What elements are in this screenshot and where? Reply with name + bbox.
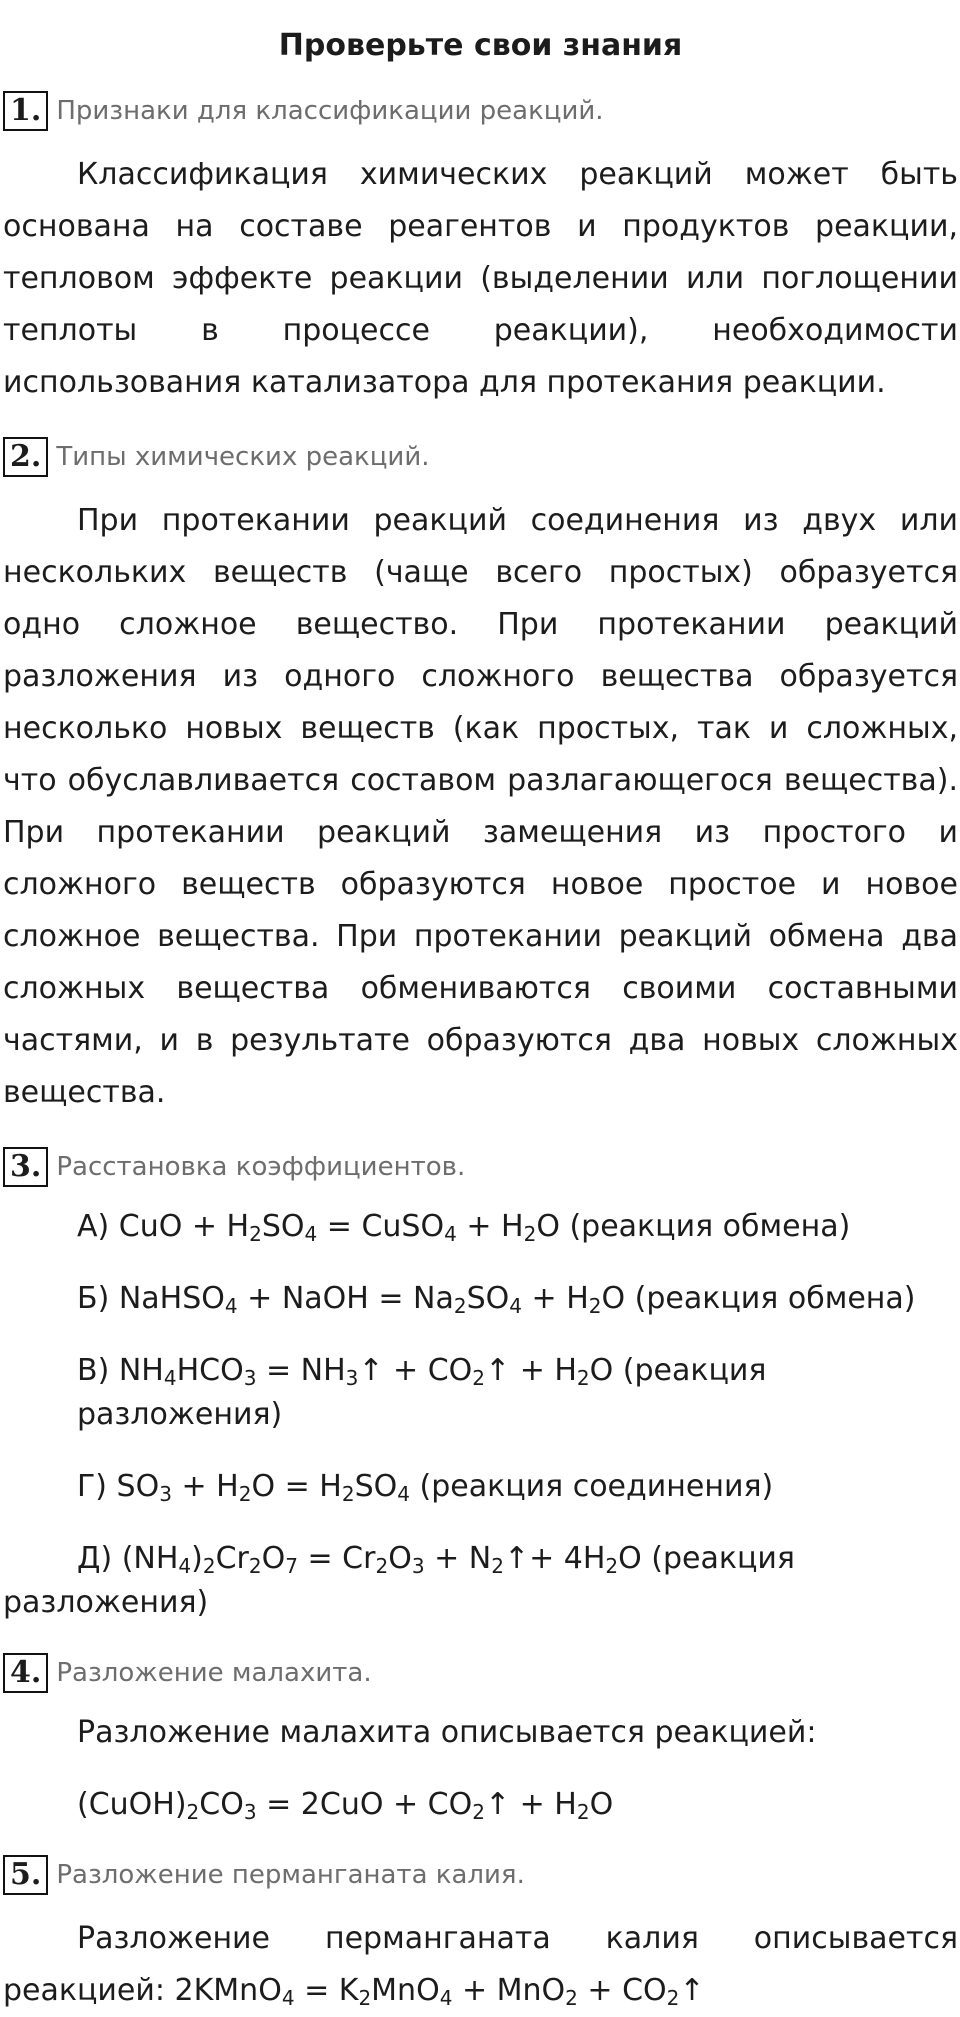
equation-part: ↑+ 4H <box>503 1541 606 1576</box>
equation-part: SO <box>466 1281 510 1316</box>
subscript: 3 <box>159 1482 172 1506</box>
equation-part: O <box>388 1541 412 1576</box>
subscript: 2 <box>666 1986 680 2010</box>
equation-part: ↑ + CO <box>358 1353 473 1388</box>
subscript: 7 <box>285 1554 298 1578</box>
question-number: 4. <box>3 1653 48 1693</box>
equation-part: NH <box>118 1353 164 1388</box>
question-2-header <box>3 437 960 477</box>
subscript: 4 <box>439 1986 453 2010</box>
question-number: 5. <box>3 1855 48 1895</box>
subscript: 2 <box>453 1294 467 1318</box>
equation-part: O (реакция обмена) <box>536 1209 851 1244</box>
equation-part: HCO <box>176 1353 244 1388</box>
equation-part: = 2CuO + CO <box>256 1787 473 1822</box>
answer-text: Классификация химических реакций может быть основана на составе реагентов и продуктов реакции, тепловом эффекте реакции (выделении или поглощении теплоты в процессе реакции), необходимости использования катализатора для протекания реакции. <box>3 157 958 400</box>
equation-line <box>77 1349 960 1437</box>
question-title: Расстановка коэффициентов. <box>56 1152 466 1182</box>
equation-part: NaHSO <box>118 1281 225 1316</box>
question-number: 1. <box>3 91 48 131</box>
equation-part: + H <box>456 1209 524 1244</box>
page-title: Проверьте свои знания <box>278 28 683 63</box>
equation-part: + N <box>424 1541 492 1576</box>
subscript: 3 <box>243 1800 257 1824</box>
equation <box>175 1973 705 2008</box>
equation-part: + H <box>521 1281 589 1316</box>
subscript: 4 <box>304 1222 318 1246</box>
subscript: 4 <box>444 1222 457 1246</box>
equation <box>119 1209 851 1244</box>
equation-part: ↑ + H <box>485 1353 577 1388</box>
equation-part: = K <box>294 1973 359 2008</box>
question-title: Разложение перманганата калия. <box>56 1860 525 1890</box>
equation-part: = CuSO <box>317 1209 445 1244</box>
equation-part: 2KMnO <box>174 1973 282 2008</box>
equation-line <box>77 1783 960 1827</box>
equation-part: ↑ + H <box>484 1787 577 1822</box>
answer-text: При протекании реакций соединения из двух или нескольких веществ (чаще всего простых) образуется одно сложное вещество. При протекании реакций разложения из одного сложного вещества образуется несколько новых веществ (как простых, так и сложных, что обуславливается составом разлагающегося вещества). При протекании реакций замещения из простого и сложного веществ образуются новое простое и новое сложное вещества. При протекании реакций обмена два сложных вещества обмениваются своими составными частями, и в результате образуются два новых сложных вещества. <box>3 503 958 1110</box>
equation <box>117 1469 774 1504</box>
equation-part: CO <box>199 1787 244 1822</box>
subscript: 4 <box>224 1294 238 1318</box>
equation-part: (NH <box>121 1541 179 1576</box>
subscript: 2 <box>249 1222 262 1246</box>
equation-part: MnO <box>371 1973 440 2008</box>
subscript: 2 <box>472 1800 485 1824</box>
equation-label: Б) <box>77 1281 119 1316</box>
equation-part: (реакция соединения) <box>409 1469 774 1504</box>
question-4-header <box>3 1653 960 1693</box>
equation-part: SO <box>261 1209 305 1244</box>
subscript: 2 <box>565 1986 578 2010</box>
equation-part: = NH <box>256 1353 346 1388</box>
equation-part: Cr <box>215 1541 249 1576</box>
subscript: 2 <box>238 1482 252 1506</box>
answer-text: Разложение малахита описывается реакцией: <box>77 1715 817 1750</box>
question-1-header <box>3 91 960 131</box>
equation-part: CuO + H <box>118 1209 250 1244</box>
subscript: 2 <box>588 1294 602 1318</box>
subscript: 4 <box>281 1986 295 2010</box>
subscript: 2 <box>248 1554 262 1578</box>
subscript: 2 <box>491 1554 504 1578</box>
equation-part: ) <box>191 1541 203 1576</box>
equation-part: O = H <box>251 1469 342 1504</box>
equation-part: = Cr <box>297 1541 376 1576</box>
equation-part: O <box>589 1787 614 1822</box>
answer-text-lead: Разложение перманганата калия описывается реакцией: <box>3 1921 958 2008</box>
subscript: 3 <box>411 1554 425 1578</box>
equation-label: А) <box>77 1209 119 1244</box>
equation-label: Д) <box>77 1541 122 1576</box>
equation-part: + NaOH = Na <box>237 1281 454 1316</box>
subscript: 3 <box>345 1366 359 1390</box>
equation <box>3 1541 795 1620</box>
subscript: 4 <box>509 1294 522 1318</box>
subscript: 2 <box>605 1554 619 1578</box>
subscript: 4 <box>163 1366 177 1390</box>
question-number: 3. <box>3 1147 48 1187</box>
answer-text <box>3 1913 958 2017</box>
equation-line <box>77 1465 960 1509</box>
subscript: 2 <box>576 1800 590 1824</box>
subscript: 2 <box>523 1222 537 1246</box>
subscript: 4 <box>178 1554 192 1578</box>
question-title: Разложение малахита. <box>56 1658 372 1688</box>
question-number: 2. <box>3 437 48 477</box>
equation <box>119 1281 916 1316</box>
subscript: 2 <box>576 1366 590 1390</box>
equation-part: O <box>261 1541 286 1576</box>
equation-part: SO <box>116 1469 160 1504</box>
subscript: 2 <box>358 1986 372 2010</box>
equation-part: SO <box>354 1469 398 1504</box>
equation-line <box>3 1537 958 1625</box>
equation-label: В) <box>77 1353 119 1388</box>
subscript: 4 <box>397 1482 410 1506</box>
equation-line <box>77 1205 960 1249</box>
equation-part: + H <box>171 1469 239 1504</box>
equation-part: O (реакция разложения) <box>3 1541 795 1620</box>
equation-part: O (реакция обмена) <box>601 1281 916 1316</box>
question-3-header <box>3 1147 960 1187</box>
subscript: 2 <box>341 1482 355 1506</box>
equation-part: (CuOH) <box>77 1787 187 1822</box>
question-title: Типы химических реакций. <box>56 442 430 472</box>
equation-part: ↑ <box>679 1973 705 2008</box>
subscript: 2 <box>202 1554 216 1578</box>
equation <box>77 1353 766 1432</box>
subscript: 2 <box>375 1554 389 1578</box>
question-title: Признаки для классификации реакций. <box>56 96 604 126</box>
subscript: 3 <box>243 1366 257 1390</box>
question-5-header <box>3 1855 960 1895</box>
equation-label: Г) <box>77 1469 117 1504</box>
equation-part: O (реакция разложения) <box>77 1353 767 1432</box>
equation-line <box>77 1277 960 1321</box>
subscript: 2 <box>186 1800 200 1824</box>
equation-part: + MnO <box>452 1973 566 2008</box>
equation <box>77 1787 613 1822</box>
equation-part: + CO <box>577 1973 667 2008</box>
subscript: 2 <box>472 1366 486 1390</box>
